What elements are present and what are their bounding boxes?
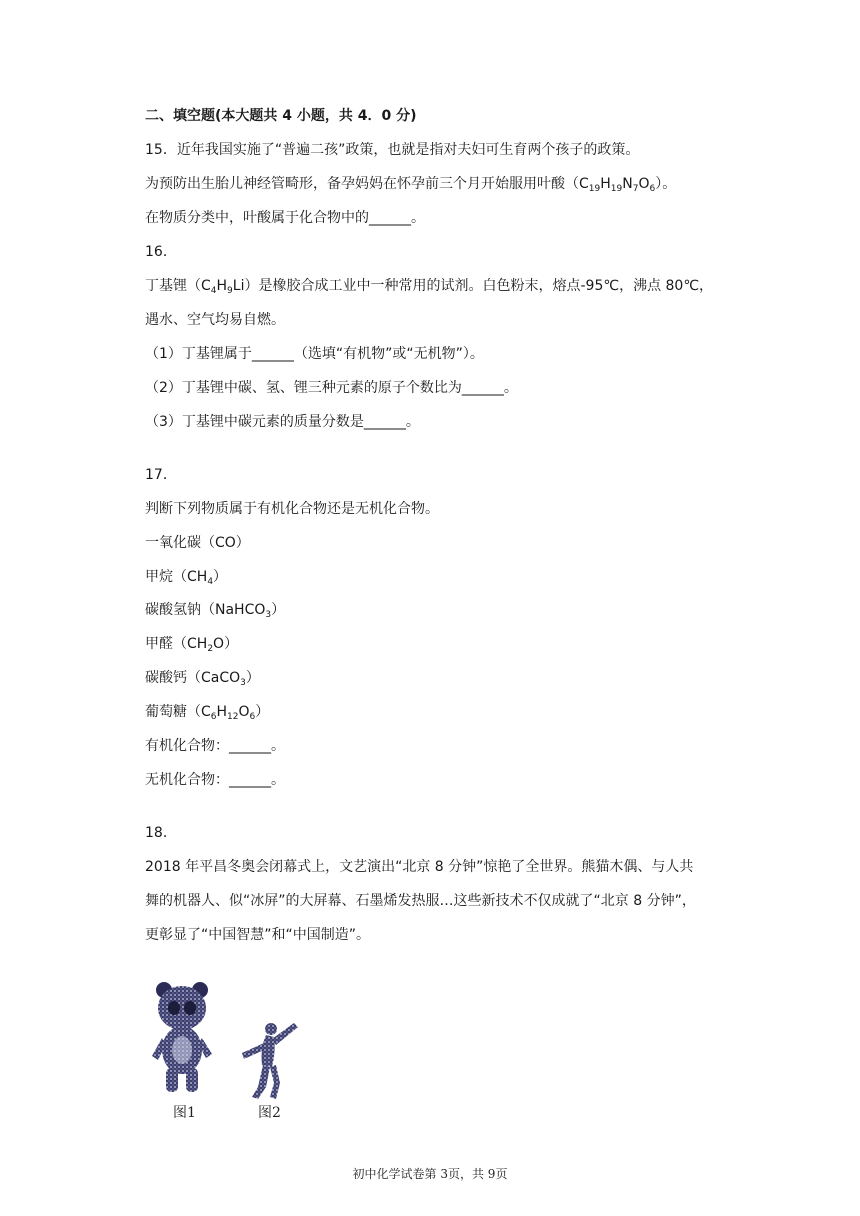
q17-organic: 有机化合物：______。	[145, 738, 285, 754]
skater-figure-image	[236, 1017, 302, 1103]
q16-sub2: （2）丁基锂中碳、氢、锂三种元素的原子个数比为______。	[145, 380, 518, 396]
q18-line1: 2018 年平昌冬奥会闭幕式上，文艺演出“北京 8 分钟”惊艳了全世界。熊猫木偶、与人共	[145, 859, 694, 875]
q16-line1: 丁基锂$(C_4H_9Li)$是橡胶合成工业中一种常用的试剂。白色粉末，熔点-95℃，沸点 80℃，	[145, 278, 714, 296]
q15-line2: 为预防出生胎儿神经管畸形，备孕妈妈在怀孕前三个月开始服用叶酸$(C_{19}H_{19}N_7O_6)$。	[145, 176, 677, 194]
page-footer: 初中化学试卷第 3页，共 9页	[352, 1167, 508, 1181]
figure1-caption: 图1	[173, 1105, 196, 1121]
q18-number: 18．	[145, 825, 177, 841]
q17-number: 17．	[145, 467, 177, 483]
q17-ch2o: 甲醛$(CH_2O)$	[145, 636, 239, 654]
q17-nahco3: 碳酸氢钠（NaHCO$_3$）	[145, 602, 286, 620]
figure2-caption: 图2	[258, 1105, 281, 1121]
q17-ch4: 甲烷$(CH_4)$	[145, 569, 228, 587]
panda-puppet-image	[150, 978, 220, 1098]
q15-line3: 在物质分类中，叶酸属于化合物中的______。	[145, 210, 425, 226]
q16-number: 16．	[145, 244, 177, 260]
q18-line3: 更彰显了“中国智慧”和“中国制造”。	[145, 927, 371, 943]
q17-co: 一氧化碳（CO）	[145, 535, 250, 551]
q15-line1: 15．近年我国实施了“普遍二孩”政策，也就是指对夫妇可生育两个孩子的政策。	[145, 142, 640, 158]
q16-line2: 遇水、空气均易自燃。	[145, 312, 285, 328]
section-heading: 二、填空题(本大题共 4 小题，共 4．0 分)	[145, 108, 417, 124]
q18-line2: 舞的机器人、似“冰屏”的大屏幕、石墨烯发热服…这些新技术不仅成就了“北京 8 分钟”，	[145, 893, 696, 909]
q16-sub3: （3）丁基锂中碳元素的质量分数是______。	[145, 414, 420, 430]
q17-glucose: 葡萄糖$(C_6H_{12}O_6)$	[145, 704, 270, 722]
q17-caco3: 碳酸钙（CaCO$_3$）	[145, 670, 260, 688]
q17-line1: 判断下列物质属于有机化合物还是无机化合物。	[145, 501, 439, 517]
q17-inorganic: 无机化合物：______。	[145, 772, 285, 788]
q16-sub1: （1）丁基锂属于______（选填“有机物”或“无机物”）。	[145, 346, 484, 362]
